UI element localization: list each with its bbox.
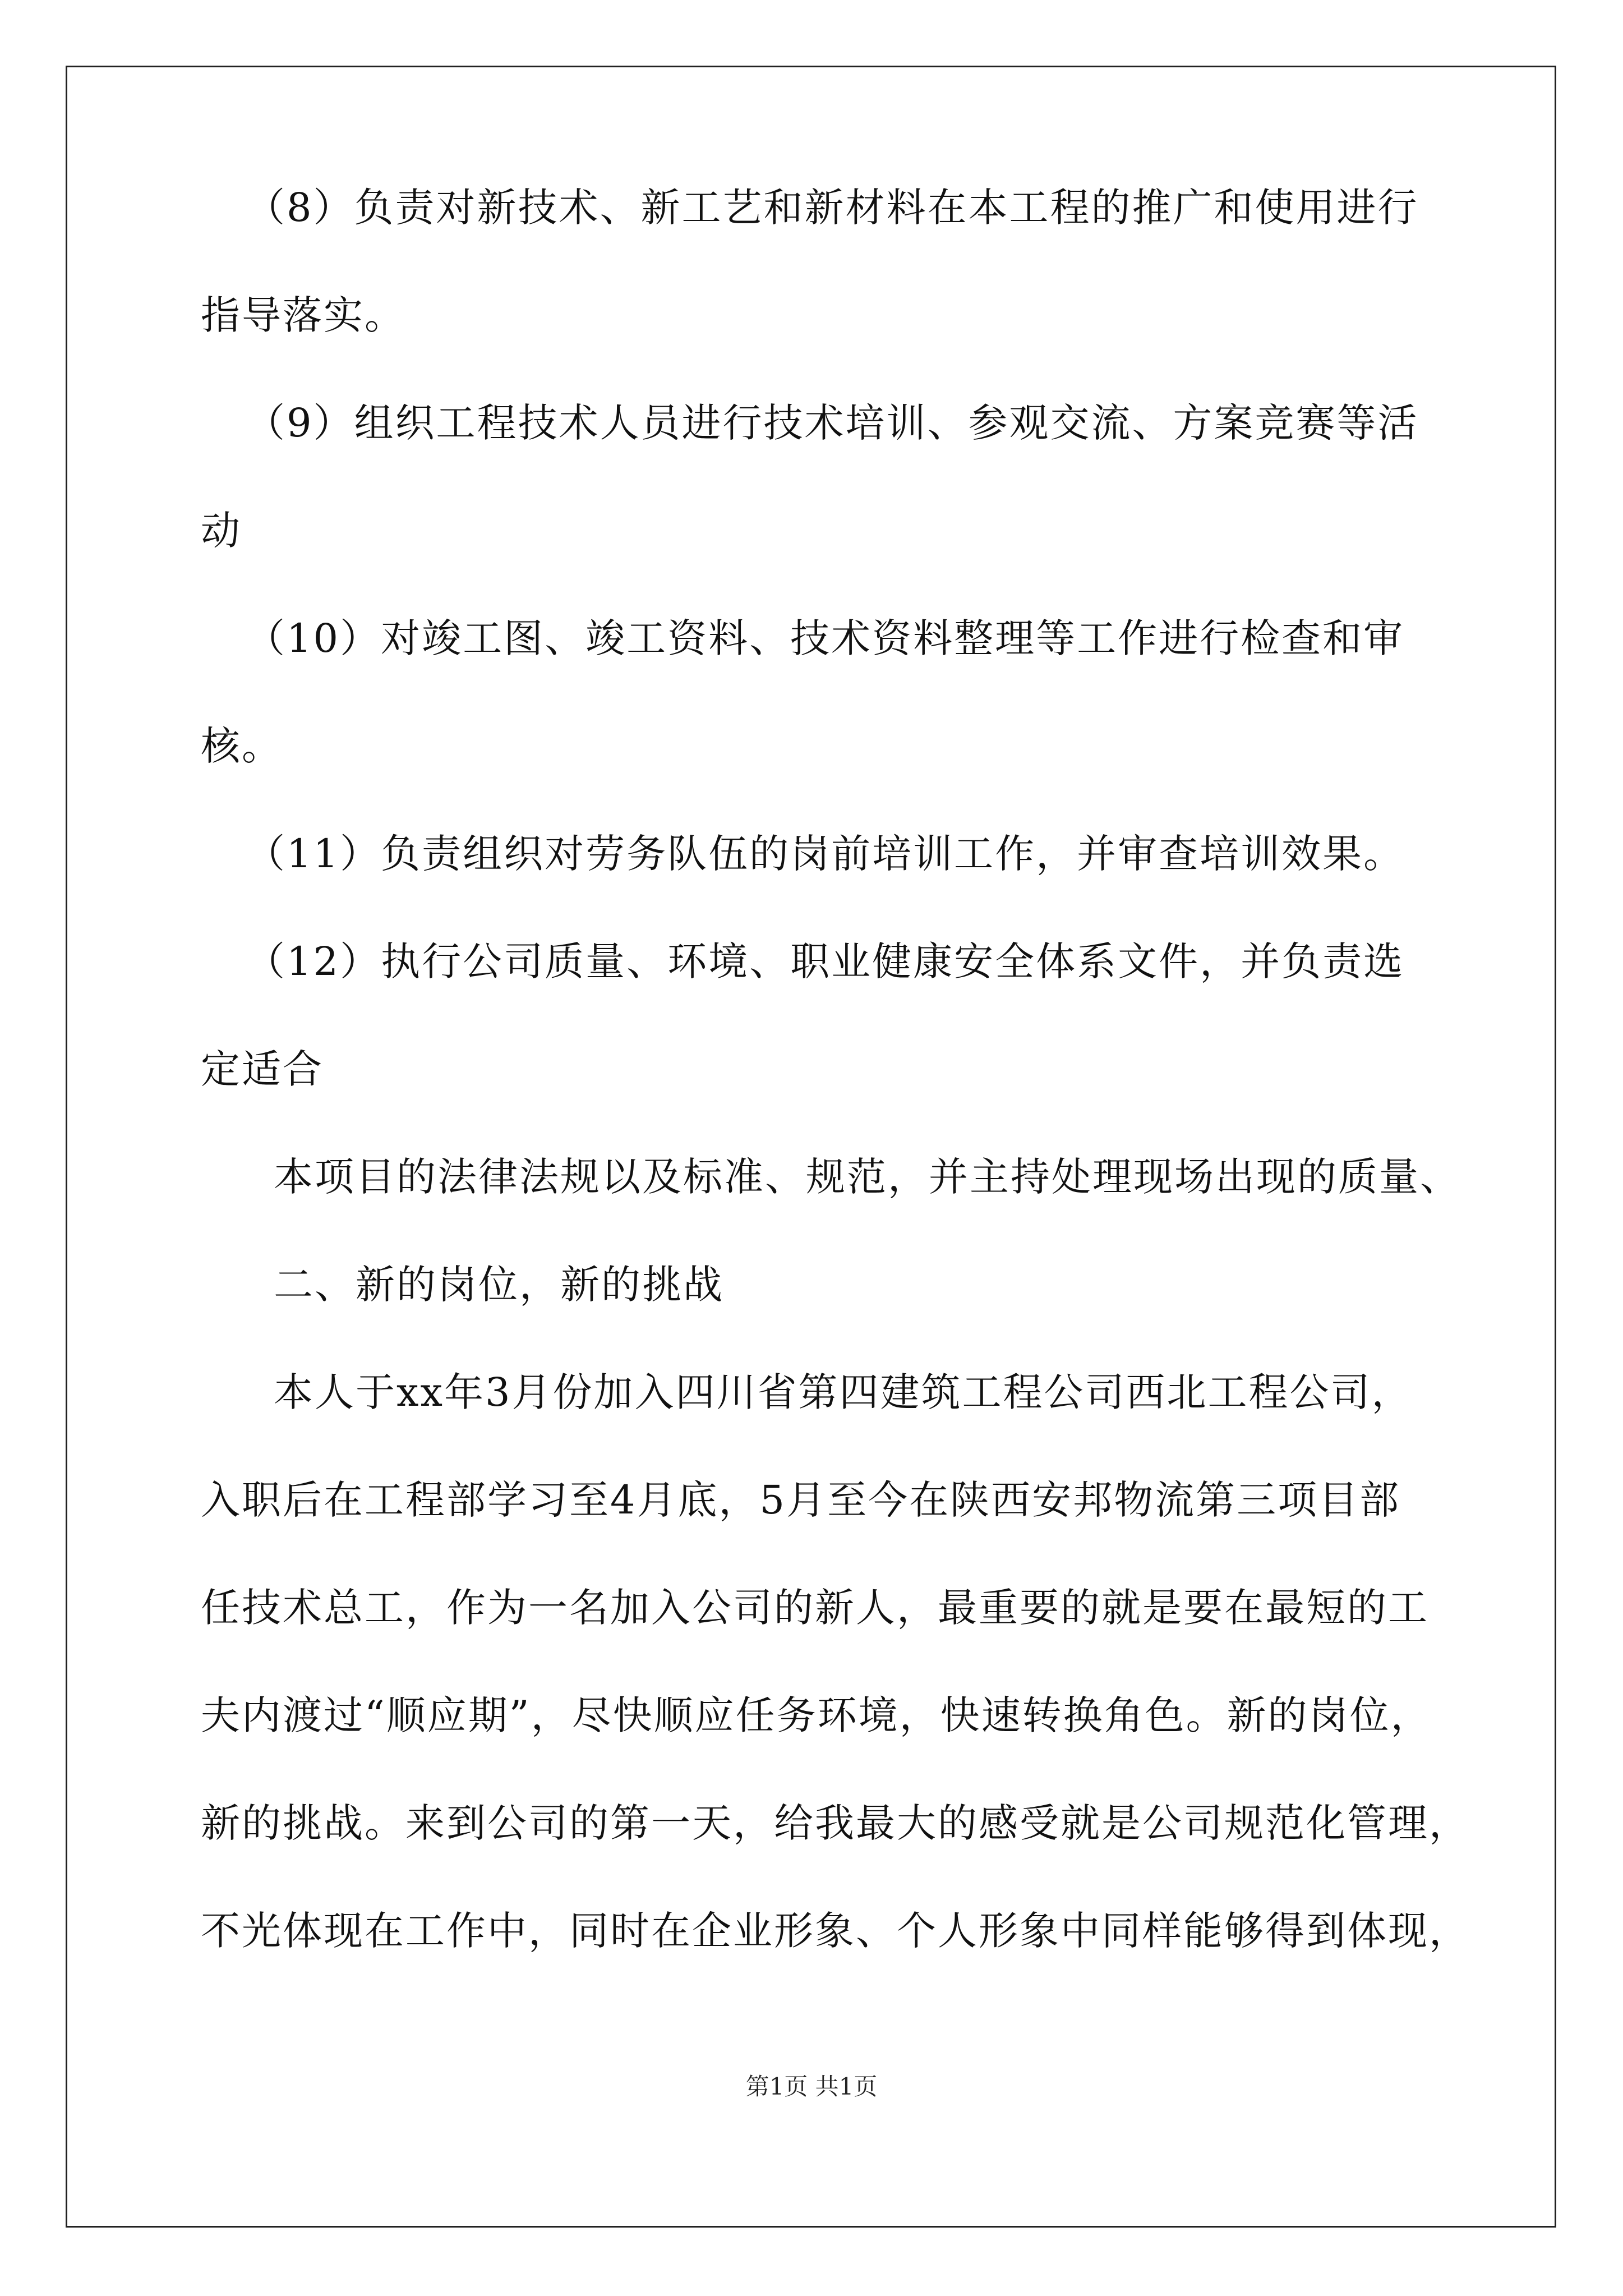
paragraph-line: 入职后在工程部学习至4月底，5月至今在陕西安邦物流第三项目部: [201, 1477, 1401, 1523]
paragraph-line: 本项目的法律法规以及标准、规范，并主持处理现场出现的质量、: [274, 1154, 1461, 1200]
paragraph-line: 夫内渡过“顺应期”，尽快顺应任务环境，快速转换角色。新的岗位，: [201, 1692, 1432, 1738]
paragraph-line: 新的挑战。来到公司的第一天，给我最大的感受就是公司规范化管理，: [201, 1800, 1470, 1846]
paragraph-line: （8）负责对新技术、新工艺和新材料在本工程的推广和使用进行: [246, 185, 1419, 231]
paragraph-line: 指导落实。: [201, 292, 405, 338]
paragraph-line: 任技术总工，作为一名加入公司的新人，最重要的就是要在最短的工: [201, 1585, 1429, 1631]
paragraph-line: 定适合: [201, 1046, 324, 1092]
paragraph-line: （9）组织工程技术人员进行技术培训、参观交流、方案竞赛等活: [246, 400, 1419, 446]
paragraph-line: 动: [201, 508, 242, 554]
document-body: [133, 180, 1490, 2031]
paragraph-line: 不光体现在工作中，同时在企业形象、个人形象中同样能够得到体现，: [201, 1908, 1470, 1954]
page-number-footer: 第1页 共1页: [745, 2073, 878, 2100]
section-heading: 二、新的岗位，新的挑战: [274, 1262, 724, 1308]
paragraph-line: （12）执行公司质量、环境、职业健康安全体系文件，并负责选: [246, 938, 1405, 984]
paragraph-line: （10）对竣工图、竣工资料、技术资料整理等工作进行检查和审: [246, 615, 1405, 661]
paragraph-line: 核。: [201, 723, 283, 769]
paragraph-line: （11）负责组织对劳务队伍的岗前培训工作，并审查培训效果。: [246, 831, 1405, 877]
paragraph-line: 本人于xx年3月份加入四川省第四建筑工程公司西北工程公司，: [274, 1369, 1413, 1415]
